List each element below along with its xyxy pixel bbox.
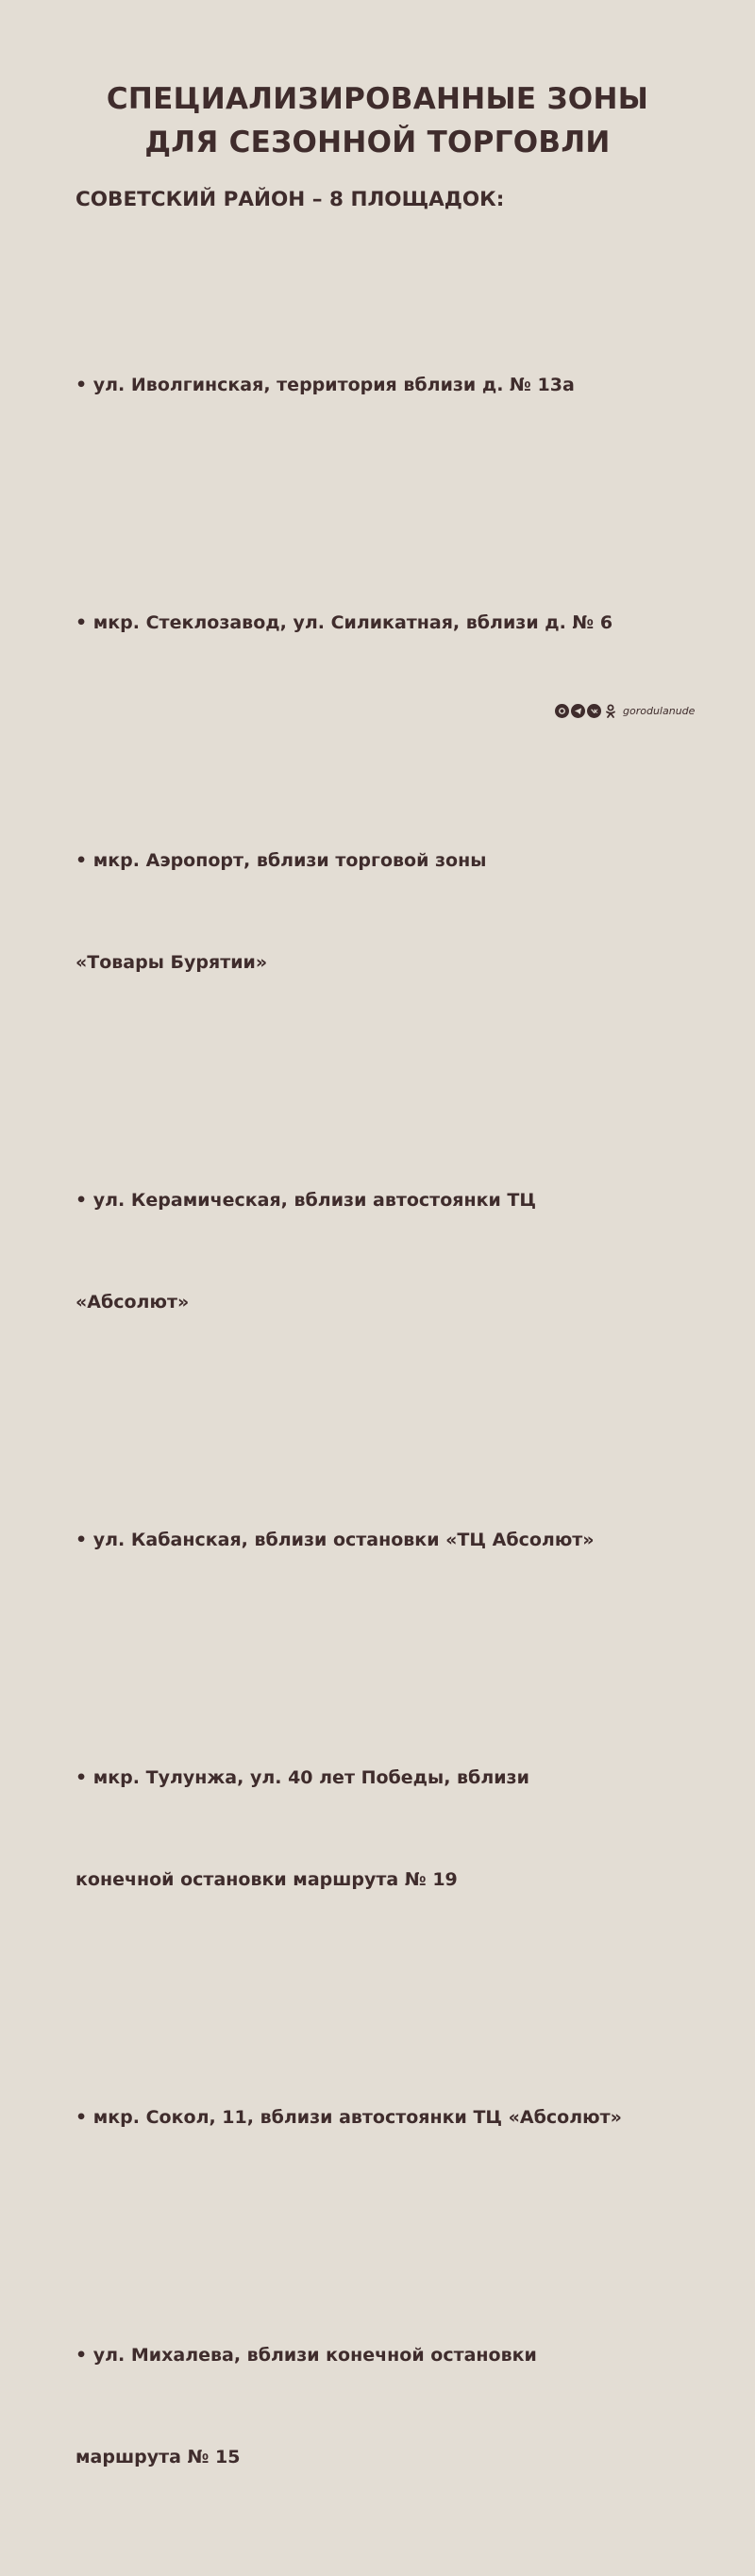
list-item-line: • мкр. Стеклозавод, ул. Силикатная, вблизи д. № 6 <box>76 612 613 633</box>
telegram-icon[interactable] <box>571 704 585 718</box>
list-item-line: конечной остановки маршрута № 19 <box>76 1869 458 1890</box>
list-item-line: • ул. Михалева, вблизи конечной остановки <box>76 2345 537 2366</box>
list-item-line: • мкр. Аэропорт, вблизи торговой зоны <box>76 850 487 871</box>
list-item-line: • ул. Керамическая, вблизи автостоянки ТЦ <box>76 1190 536 1211</box>
list-item <box>76 538 717 708</box>
social-footer <box>555 702 695 719</box>
list-item <box>76 300 717 470</box>
title-line-1: СПЕЦИАЛИЗИРОВАННЫЕ ЗОНЫ <box>106 82 649 116</box>
title-line-2: ДЛЯ СЕЗОННОЙ ТОРГОВЛИ <box>144 125 611 159</box>
list-item-line: • мкр. Сокол, 11, вблизи автостоянки ТЦ «Абсолют» <box>76 2107 622 2128</box>
list-item-line: «Товары Бурятии» <box>76 952 268 973</box>
list-item-line: • ул. Кабанская, вблизи остановки «ТЦ Абсолют» <box>76 1530 595 1550</box>
ok-icon[interactable] <box>603 704 617 718</box>
social-handle: gorodulanude <box>623 704 696 717</box>
list-item <box>76 2032 717 2202</box>
location-list <box>76 232 717 2576</box>
list-item <box>76 1455 717 1625</box>
list-item <box>76 776 717 1047</box>
page-title <box>0 77 755 164</box>
list-item-line: маршрута № 15 <box>76 2447 241 2467</box>
list-item <box>76 2270 717 2542</box>
list-item-line: «Абсолют» <box>76 1292 190 1313</box>
district-heading: СОВЕТСКИЙ РАЙОН – 8 ПЛОЩАДОК: <box>76 188 505 211</box>
list-item-line: • мкр. Тулунжа, ул. 40 лет Победы, вблизи <box>76 1767 529 1788</box>
odnoklassniki-icon[interactable] <box>555 704 569 718</box>
vk-icon[interactable] <box>587 704 601 718</box>
list-item-line: • ул. Иволгинская, территория вблизи д. № 13а <box>76 375 575 395</box>
list-item <box>76 1115 717 1387</box>
list-item <box>76 1693 717 1965</box>
